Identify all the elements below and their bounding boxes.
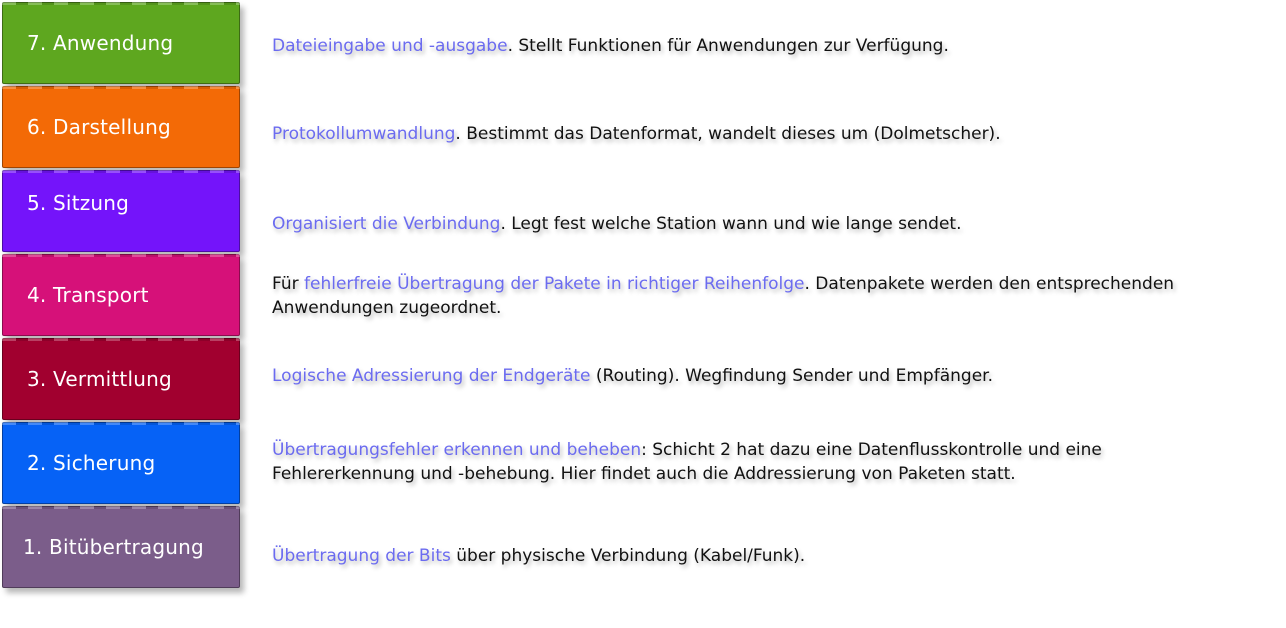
layer-highlight-1: Übertragung der Bits (272, 546, 451, 566)
layer-text-4: . Datenpakete werden den entsprechenden Anwendungen zugeordnet. (272, 274, 1175, 318)
layer-box-4 (2, 254, 240, 336)
layer-highlight-7: Dateieingabe und -ausgabe (272, 36, 508, 56)
layer-label-7: 7. Anwendung (27, 31, 174, 55)
layer-label-2: 2. Sicherung (27, 451, 156, 475)
layer-label-6: 6. Darstellung (27, 115, 171, 139)
layer-label-3: 3. Vermittlung (27, 367, 172, 391)
layer-description-4 (272, 272, 1232, 320)
layer-box-2 (2, 422, 240, 504)
layer-box-1 (2, 506, 240, 588)
layer-description-6 (272, 122, 1262, 146)
layer-box-6 (2, 86, 240, 168)
layer-description-5 (272, 212, 1262, 236)
layer-description-2 (272, 438, 1232, 486)
layer-description-7 (272, 34, 1262, 58)
layer-description-1 (272, 544, 1262, 568)
layer-description-3 (272, 364, 1262, 388)
layer-box-3 (2, 338, 240, 420)
layer-label-4: 4. Transport (27, 283, 149, 307)
layer-text-1: über physische Verbindung (Kabel/Funk). (450, 546, 806, 566)
layer-highlight-3: Logische Adressierung der Endgeräte (272, 366, 591, 386)
layer-label-5: 5. Sitzung (27, 191, 130, 215)
layer-text-6: . Bestimmt das Datenformat, wandelt dieses um (Dolmetscher). (455, 124, 1001, 144)
layer-box-7 (2, 2, 240, 84)
layer-highlight-2: Übertragungsfehler erkennen und beheben (272, 440, 642, 460)
layer-prefix-4: Für (272, 274, 305, 294)
layer-label-1: 1. Bitübertragung (23, 535, 204, 559)
layer-text-2: : Schicht 2 hat dazu eine Datenflusskontrolle und eine Fehlererkennung und -behebung. Hier findet auch die Addressierung von Paketen statt. (272, 440, 1102, 484)
layer-box-5 (2, 170, 240, 252)
layer-highlight-6: Protokollumwandlung (272, 124, 456, 144)
layer-highlight-5: Organisiert die Verbindung (272, 214, 501, 234)
layer-highlight-4: fehlerfreie Übertragung der Pakete in richtiger Reihenfolge (304, 274, 805, 294)
layer-text-3: (Routing). Wegfindung Sender und Empfänger. (590, 366, 993, 386)
layer-text-5: . Legt fest welche Station wann und wie lange sendet. (500, 214, 962, 234)
layer-text-7: . Stellt Funktionen für Anwendungen zur Verfügung. (507, 36, 949, 56)
